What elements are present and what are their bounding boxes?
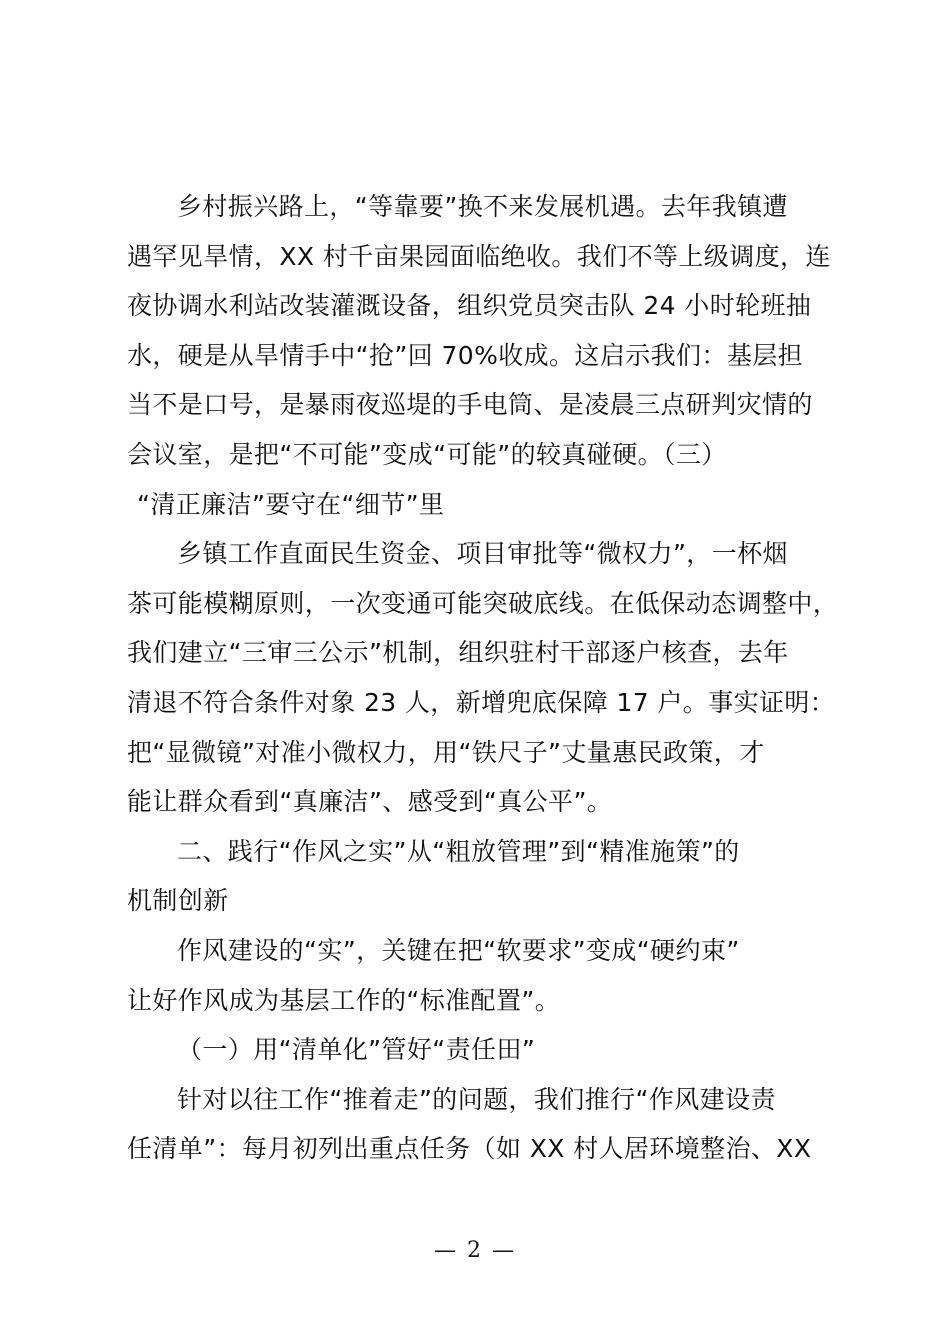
paragraph-line: 针对以往工作“推着走”的问题，我们推行“作风建设责: [177, 1084, 776, 1114]
section-heading-line: “清正廉洁”要守在“细节”里: [137, 489, 445, 519]
paragraph-line: 清退不符合条件对象 23 人，新增兜底保障 17 户。事实证明：: [127, 687, 836, 717]
paragraph-line: 夜协调水利站改装灌溉设备，组织党员突击队 24 小时轮班抽: [127, 291, 812, 321]
paragraph-line: 乡村振兴路上，“等靠要”换不来发展机遇。去年我镇遭: [177, 192, 788, 221]
paragraph-line: 作风建设的“实”，关键在把“软要求”变成“硬约束”: [177, 935, 740, 965]
paragraph-line: 任清单”：每月初列出重点任务（如 XX 村人居环境整治、XX: [127, 1134, 812, 1164]
page-number: — 2 —: [434, 1238, 516, 1263]
section-heading-line: 机制创新: [127, 886, 229, 916]
paragraph-line: 乡镇工作直面民生资金、项目审批等“微权力”，一杯烟: [177, 539, 788, 569]
paragraph-line: 能让群众看到“真廉洁”、感受到“真公平”。: [127, 787, 613, 817]
paragraph-line: 我们建立“三审三公示”机制，组织驻村干部逐户核查，去年: [127, 638, 789, 668]
subsection-heading-line: （一）用“清单化”管好“责任田”: [177, 1035, 536, 1065]
paragraph-line: 当不是口号，是暴雨夜巡堤的手电筒、是凌晨三点研判灾情的: [127, 390, 813, 420]
paragraph-line: 茶可能模糊原则，一次变通可能突破底线。在低保动态调整中，: [127, 588, 839, 618]
paragraph-line: 让好作风成为基层工作的“标准配置”。: [127, 985, 561, 1015]
paragraph-line: 会议室，是把“不可能”变成“可能”的较真碰硬。（三）: [127, 439, 727, 469]
section-heading-line: 二、践行“作风之实”从“粗放管理”到“精准施策”的: [177, 836, 740, 866]
paragraph-line: 把“显微镜”对准小微权力，用“铁尺子”丈量惠民政策，才: [127, 737, 765, 767]
paragraph-line: 遇罕见旱情，XX 村千亩果园面临绝收。我们不等上级调度，连: [127, 241, 831, 271]
paragraph-line: 水，硬是从旱情手中“抢”回 70%收成。这启示我们：基层担: [127, 340, 804, 370]
body-text: [127, 182, 837, 1174]
